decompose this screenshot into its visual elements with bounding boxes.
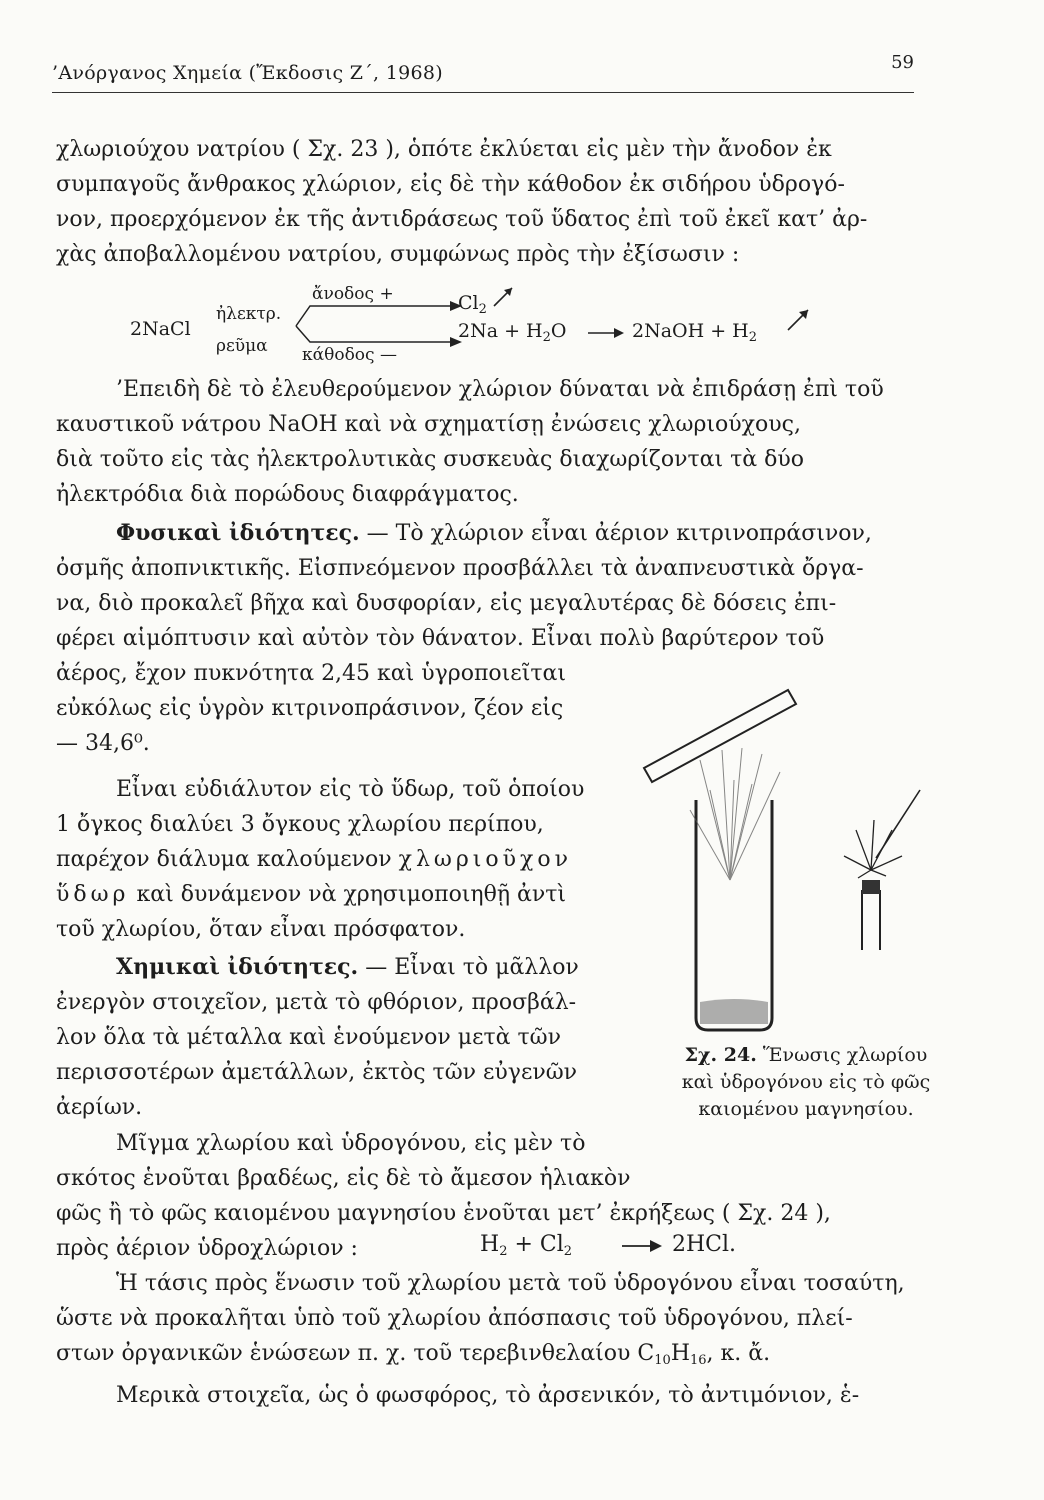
text-line: καυστικοῦ νάτρου NaOH καὶ νὰ σχηματίσῃ ἐνώσεις χλωριούχους, [56,412,801,437]
text-line: στων ὀργανικῶν ἑνώσεων π. χ. τοῦ τερεβινθελαίου $C_{10}H_{16}$, κ. ἄ. [56,1341,771,1368]
text-line: 1 ὄγκος διαλύει 3 ὄγκους χλωρίου περίπου, [56,812,544,837]
figure-caption-number: Σχ. 24. [684,1044,757,1066]
eq-anode-label: ἄνοδος + [312,284,394,304]
text-line: διὰ τοῦτο εἰς τὰς ἠλεκτρολυτικὰς συσκευὰς διαχωρίζονται τὰ δύο [56,447,804,472]
text-line: εὐκόλως εἰς ὑγρὸν κιτρινοπράσινον, ζέον εἰς [56,696,564,721]
eq-cathode-products: 2NaOH + $H_2$ [632,320,758,345]
text-line: Φυσικαὶ ἰδιότητες. — Τὸ χλώριον εἶναι ἀέριον κιτρινοπράσινον, [116,520,872,546]
figure-caption [676,1042,936,1123]
eq-reactant: 2NaCl [130,318,191,340]
text-line: χὰς ἀποβαλλομένου νατρίου, συμφώνως πρὸς τὴν ἐξίσωσιν : [56,242,740,267]
intro-paragraph [56,132,926,272]
chlorine-hydrogen-cylinder-drawing [630,680,940,1040]
eq-branch-arrows [280,296,480,356]
text-line: Μερικὰ στοιχεῖα, ὡς ὁ φωσφόρος, τὸ ἀρσενικόν, τὸ ἀντιμόνιον, ἑ- [116,1383,860,1408]
text-line: χλωριούχου νατρίου ( Σχ. 23 ), ὁπότε ἐκλύεται εἰς μὲν τὴν ἄνοδον ἐκ [56,137,832,162]
text-line: τοῦ χλωρίου, ὅταν εἶναι πρόσφατον. [56,917,466,942]
text-line: να, διὸ προκαλεῖ βῆχα καὶ δυσφορίαν, εἰς μεγαλυτέρας δὲ δόσεις ἐπι- [56,591,837,616]
tendency-paragraph [56,1266,926,1413]
naoh-paragraph [56,372,926,512]
text-line: παρέχον διάλυμα καλούμενον χλωριοῦχον [56,847,572,872]
header-title: ’Ανόργανος Χημεία (Ἔκδοσις Ζ΄, 1968) [52,62,443,84]
hcl-equation: $H_2 + Cl_2$ [480,1232,573,1259]
text-line: ὕδωρ καὶ δυνάμενον νὰ χρησιμοποιηθῇ ἀντὶ [56,882,567,907]
section-heading-physical: Φυσικαὶ ἰδιότητες. [116,520,360,546]
text-line: ὀσμῆς ἀποπνικτικῆς. Εἰσπνεόμενον προσβάλλει τὰ ἀναπνευστικὰ ὄργα- [56,556,864,581]
text-line: Εἶναι εὐδιάλυτον εἰς τὸ ὕδωρ, τοῦ ὁποίου [116,777,585,802]
text-line: ἀέρος, ἔχον πυκνότητα 2,45 καὶ ὑγροποιεῖται [56,661,566,686]
eq-current-bottom: ρεῦμα [216,336,268,356]
solubility-paragraph [56,772,646,947]
text-line: ἀερίων. [56,1095,143,1120]
text-line: λον ὅλα τὰ μέταλλα καὶ ἑνούμενον μετὰ τῶν [56,1025,561,1050]
running-header [52,52,914,93]
text-line: Μῖγμα χλωρίου καὶ ὑδρογόνου, εἰς μὲν τὸ [116,1131,586,1156]
figure-caption-text: Ἕνωσις χλωρίου καὶ ὑδρογόνου εἰς τὸ φῶς καιομένου μαγνησίου. [681,1044,931,1120]
text-line: συμπαγοῦς ἄνθρακος χλώριον, εἰς δὲ τὴν κάθοδον ἐκ σιδήρου ὑδρογό- [56,172,845,197]
term-chlorine-water: χλωριοῦχον [398,847,572,872]
chemical-properties-paragraph [56,950,646,1125]
eq-anode-product: $Cl_2$ [458,292,487,317]
reaction-arrow-icon [586,326,626,340]
text-line: Χημικαὶ ἰδιότητες. — Εἶναι τὸ μᾶλλον [116,954,579,980]
text-line: σκότος ἑνοῦται βραδέως, εἰς δὲ τὸ ἄμεσον ἡλιακὸν [56,1166,631,1191]
text-line: φέρει αἱμόπτυσιν καὶ αὐτὸν τὸν θάνατον. Εἶναι πολὺ βαρύτερον τοῦ [56,626,825,651]
hcl-product: 2HCl. [672,1232,737,1257]
eq-cathode-label: κάθοδος — [302,345,397,365]
term-chlorine-water: ὕδωρ [56,882,130,907]
text-line: νον, προερχόμενον ἐκ τῆς ἀντιδράσεως τοῦ ὕδατος ἐπὶ τοῦ ἐκεῖ κατ’ ἀρ- [56,207,868,232]
text-line: περισσοτέρων ἀμετάλλων, ἐκτὸς τῶν εὐγενῶν [56,1060,578,1085]
text-line: φῶς ἢ τὸ φῶς καιομένου μαγνησίου ἑνοῦται μετ’ ἐκρήξεως ( Σχ. 24 ), [56,1201,831,1226]
physical-properties-paragraph [56,516,926,656]
reaction-arrow-icon [620,1238,664,1254]
text-line: ἐνεργὸν στοιχεῖον, μετὰ τὸ φθόριον, προσβάλ- [56,990,577,1015]
text-line: Ἡ τάσις πρὸς ἕνωσιν τοῦ χλωρίου μετὰ τοῦ ὑδρογόνου εἶναι τοσαύτη, [116,1271,905,1296]
physical-properties-continued [56,656,646,761]
text-line: — 34,6⁰. [56,731,150,756]
text-line: ’Επειδὴ δὲ τὸ ἐλευθερούμενον χλώριον δύναται νὰ ἐπιδράσῃ ἐπὶ τοῦ [116,377,884,402]
gas-escape-arrow-icon [492,284,516,308]
gas-escape-arrow-icon [786,306,812,332]
page-number: 59 [891,52,914,73]
section-heading-chemical: Χημικαὶ ἰδιότητες. [116,954,359,980]
figure-24-illustration [630,680,940,1040]
text-line: πρὸς ἀέριον ὑδροχλώριον : [56,1236,358,1261]
text-line: ὥστε νὰ προκαλῆται ὑπὸ τοῦ χλωρίου ἀπόσπασις τοῦ ὑδρογόνου, πλεί- [56,1306,853,1331]
text-line: ἠλεκτρόδια διὰ πορώδους διαφράγματος. [56,482,519,507]
eq-cathode-chain: $2Na + H_2O$ [458,320,567,345]
eq-current-top: ἠλεκτρ. [216,304,282,324]
